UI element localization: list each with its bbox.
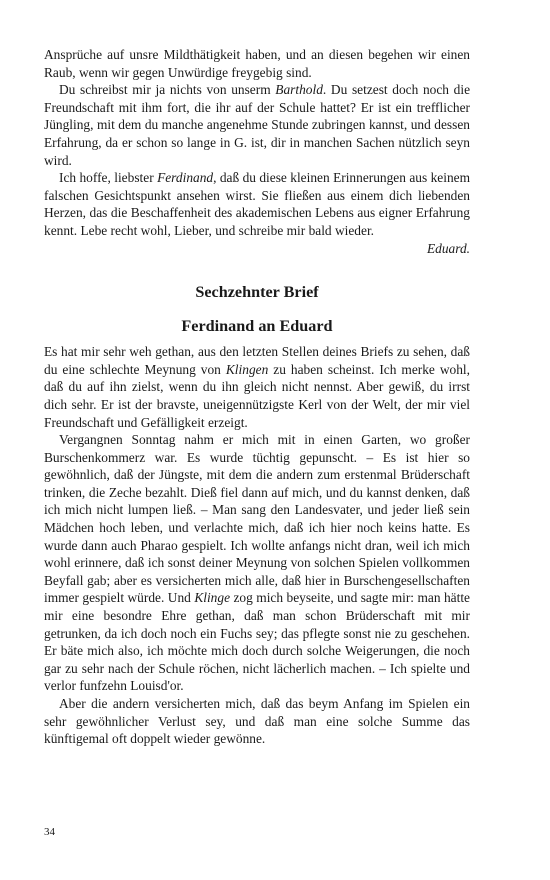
book-page xyxy=(44,46,470,748)
person-name-barthold: Barthold xyxy=(275,82,323,98)
person-name-ferdinand: Ferdinand xyxy=(157,170,214,186)
text-segment: Du schreibst mir ja nichts von unserm xyxy=(59,82,276,98)
text-segment: . Du setzest doch noch die Freundschaft mit ihm fort, die ihr auf der Schule hattet? Er ist ein trefflicher Jüngling, mit dem du manche angenehme Stunde zubringen kannst, und dessen Erfahrung, da er schon so lange in G. ist, dir in manchen Sachen nützlich seyn wird. xyxy=(44,82,471,168)
text-segment: Vergangnen Sonntag nahm er mich mit in einen Garten, wo großer Burschenkommerz war. Es wurde tüchtig gepunscht. – Es ist hier so gewöhnlich, daß der Jüngste, mit dem die andern zum erstenmal Brüderschaft trinken, die Zeche bezahlt. Dieß fiel dann auf mich, und du kannst denken, daß ich mich nicht lumpen ließ. – Man sang den Landesvater, und jeder ließ sein Mädchen hoch leben, und verlachte mich, daß ich hier noch keins hatte. Es wurde dann auch Pharao gespielt. Ich wollte anfangs nicht dran, weil ich mich wohl erinnere, daß ich sonst deiner Meynung von solchen Spielen vollkommen Beyfall gab; aber es versicherten mich alle, daß hier in Burschengesellschaften immer gespielt würde. Und xyxy=(44,432,470,606)
letter-heading: Sechzehnter Brief xyxy=(195,283,319,302)
person-name-klinge: Klinge xyxy=(194,590,231,606)
signature: Eduard. xyxy=(426,240,470,256)
page-number: 34 xyxy=(44,826,55,838)
paragraph-barthold xyxy=(44,81,470,169)
paragraph-sunday xyxy=(44,431,470,695)
paragraph-opening xyxy=(44,343,470,431)
text-segment: zog mich beyseite, und sagte mir: man hätte mir eine besondre Ehre gethan, daß man schon Brüderschaft mit mir getrunken, da ich doch noch ein Fuchs sey; das pflegte sonst nie zu geschehen. Er bäte mich also, ich möchte mich doch durch solche Weigerungen, die noch gar zu sehr nach der Schule röchen, nicht lächerlich machen. – Ich spielte und verlor funfzehn Louisd'or. xyxy=(44,590,470,694)
text-segment: Ich hoffe, liebster xyxy=(59,170,158,186)
letter-subheading: Ferdinand an Eduard xyxy=(181,317,333,336)
paragraph-continuation: Ansprüche auf unsre Mildthätigkeit haben, und an diesen begehen wir einen Raub, wenn wir gegen Unwürdige freygebig sind. xyxy=(44,47,470,80)
text-segment: , daß du diese kleinen Erinnerungen aus keinem falschen Gesichtspunkt ansehen wirst. Sie fließen aus einem dich liebenden Herzen, das die Beschaffenheit des akademischen Lebens aus eigner Erfahrung kennt. Lebe recht wohl, Lieber, und schreibe mir bald wieder. xyxy=(44,170,470,238)
person-name-klingen: Klingen xyxy=(225,361,269,377)
text-segment: Es hat mir sehr weh gethan, aus den letzten Stellen deines Briefs zu sehen, daß du eine schlechte Meynung von xyxy=(44,344,470,377)
paragraph-loss: Aber die andern versicherten mich, daß das beym Anfang im Spielen ein sehr gewöhnlicher Verlust sey, und daß man eine solche Summe das künftigemal oft doppelt wieder gewönne. xyxy=(44,696,470,747)
paragraph-closing xyxy=(44,169,470,239)
text-segment: zu haben scheinst. Ich merke wohl, daß du auf ihn zielst, wenn du ihn gleich nicht nennst. Aber gewiß, du irrst dich sehr. Er ist der bravste, uneigennützigste Kerl von der Welt, der mir viel Freundschaft und Gefälligkeit erzeigt. xyxy=(44,361,470,430)
